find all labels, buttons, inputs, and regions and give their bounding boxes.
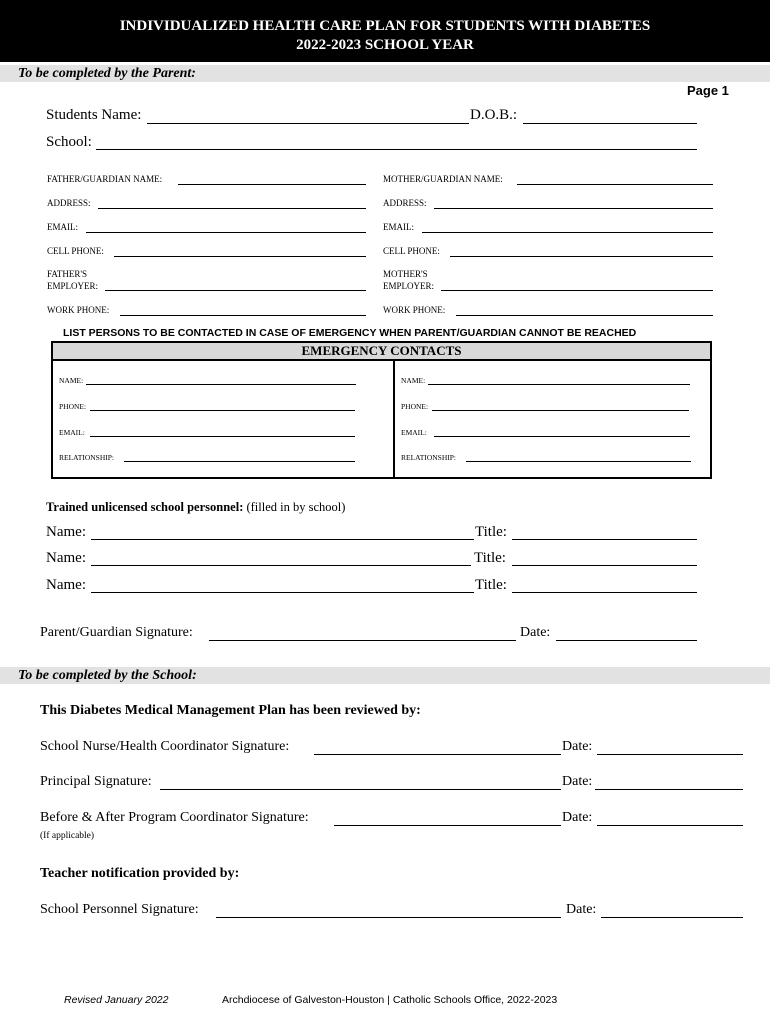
trained-title-field-3[interactable] [512, 592, 697, 593]
emergency2-relationship-label: RELATIONSHIP: [401, 453, 457, 462]
mother-work-field[interactable] [456, 315, 713, 316]
mother-address-field[interactable] [434, 208, 713, 209]
emergency-instruction: LIST PERSONS TO BE CONTACTED IN CASE OF EMERGENCY WHEN PARENT/GUARDIAN CANNOT BE REACHED [63, 327, 637, 339]
footer-revised: Revised January 2022 [64, 994, 169, 1006]
parent-date-label: Date: [520, 625, 551, 640]
father-name-label: FATHER/GUARDIAN NAME: [47, 174, 163, 184]
nurse-date-field[interactable] [597, 754, 743, 755]
emergency2-name-field[interactable] [428, 384, 690, 385]
form-header [0, 0, 770, 62]
father-cell-field[interactable] [114, 256, 366, 257]
emergency2-email-field[interactable] [434, 436, 690, 437]
trained-personnel-heading-bold: Trained unlicensed school personnel: [46, 500, 244, 514]
trained-title-label-2: Title: [474, 550, 506, 566]
program-coordinator-date-label: Date: [562, 810, 593, 825]
father-employer-label-line2: EMPLOYER: [47, 281, 99, 291]
principal-date-field[interactable] [595, 789, 743, 790]
trained-name-label-2: Name: [46, 550, 86, 566]
emergency1-name-field[interactable] [86, 384, 356, 385]
principal-signature-label: Principal Signature: [40, 774, 152, 789]
mother-name-label: MOTHER/GUARDIAN NAME: [383, 174, 503, 184]
emergency2-name-label: NAME: [401, 376, 426, 385]
parent-section-label: To be completed by the Parent: [18, 66, 196, 81]
school-personnel-signature-field[interactable] [216, 917, 561, 918]
form-school-year: 2022-2023 SCHOOL YEAR [296, 37, 474, 53]
parent-signature-field[interactable] [209, 640, 516, 641]
emergency-contacts-title: EMERGENCY CONTACTS [53, 343, 710, 361]
emergency2-relationship-field[interactable] [466, 461, 691, 462]
mother-employer-label-line1: MOTHER'S [383, 269, 428, 279]
footer-org: Archdiocese of Galveston-Houston | Catholic Schools Office, 2022-2023 [222, 994, 558, 1006]
if-applicable-note: (If applicable) [40, 831, 95, 841]
school-field[interactable] [96, 149, 697, 150]
emergency1-phone-label: PHONE: [59, 402, 87, 411]
nurse-signature-field[interactable] [314, 754, 561, 755]
program-coordinator-signature-label: Before & After Program Coordinator Signature: [40, 810, 309, 825]
program-coordinator-signature-field[interactable] [334, 825, 561, 826]
form-title: INDIVIDUALIZED HEALTH CARE PLAN FOR STUDENTS WITH DIABETES [119, 18, 651, 34]
school-personnel-signature-label: School Personnel Signature: [40, 902, 199, 917]
emergency1-email-field[interactable] [90, 436, 355, 437]
father-name-field[interactable] [178, 184, 366, 185]
reviewed-heading: This Diabetes Medical Management Plan has been reviewed by: [40, 703, 421, 718]
emergency2-phone-label: PHONE: [401, 402, 429, 411]
father-work-field[interactable] [120, 315, 366, 316]
program-coordinator-date-field[interactable] [597, 825, 743, 826]
dob-label: D.O.B.: [470, 107, 518, 123]
parent-date-field[interactable] [556, 640, 697, 641]
emergency2-email-label: EMAIL: [401, 428, 427, 437]
emergency1-name-label: NAME: [59, 376, 84, 385]
student-name-label: Students Name: [46, 107, 142, 123]
school-label: School: [46, 134, 92, 150]
trained-title-field-2[interactable] [512, 565, 697, 566]
father-address-field[interactable] [98, 208, 366, 209]
trained-name-label-3: Name: [46, 577, 86, 593]
mother-email-field[interactable] [422, 232, 713, 233]
trained-name-label-1: Name: [46, 524, 86, 540]
father-employer-field[interactable] [105, 290, 366, 291]
nurse-signature-label: School Nurse/Health Coordinator Signature: [40, 739, 290, 754]
emergency2-phone-field[interactable] [432, 410, 689, 411]
parent-signature-label: Parent/Guardian Signature: [40, 625, 193, 640]
mother-name-field[interactable] [517, 184, 713, 185]
mother-email-label: EMAIL: [383, 222, 414, 232]
dob-field[interactable] [523, 123, 697, 124]
father-email-field[interactable] [86, 232, 366, 233]
student-name-field[interactable] [147, 123, 469, 124]
trained-title-field-1[interactable] [512, 539, 697, 540]
father-employer-label [47, 268, 98, 292]
trained-personnel-note: (filled in by school) [246, 500, 346, 514]
mother-cell-label: CELL PHONE: [383, 246, 440, 256]
trained-title-label-1: Title: [475, 524, 507, 540]
trained-name-field-1[interactable] [91, 539, 474, 540]
trained-name-field-3[interactable] [91, 592, 474, 593]
mother-address-label: ADDRESS: [383, 198, 427, 208]
mother-cell-field[interactable] [450, 256, 713, 257]
school-section-bar [0, 667, 770, 684]
emergency1-relationship-field[interactable] [124, 461, 355, 462]
teacher-notification-heading: Teacher notification provided by: [40, 866, 240, 881]
emergency-divider [393, 361, 395, 479]
trained-title-label-3: Title: [475, 577, 507, 593]
principal-signature-field[interactable] [160, 789, 561, 790]
trained-personnel-heading [46, 500, 345, 515]
school-section-label: To be completed by the School: [18, 668, 197, 683]
mother-employer-label [383, 268, 434, 292]
parent-section-bar [0, 65, 770, 82]
father-cell-label: CELL PHONE: [47, 246, 104, 256]
page-number: Page 1 [687, 83, 729, 98]
father-work-label: WORK PHONE: [47, 305, 110, 315]
school-personnel-date-label: Date: [566, 902, 597, 917]
principal-date-label: Date: [562, 774, 593, 789]
trained-name-field-2[interactable] [91, 565, 471, 566]
father-address-label: ADDRESS: [47, 198, 91, 208]
school-personnel-date-field[interactable] [601, 917, 743, 918]
emergency1-relationship-label: RELATIONSHIP: [59, 453, 115, 462]
nurse-date-label: Date: [562, 739, 593, 754]
emergency1-phone-field[interactable] [90, 410, 355, 411]
father-email-label: EMAIL: [47, 222, 78, 232]
mother-work-label: WORK PHONE: [383, 305, 446, 315]
father-employer-label-line1: FATHER'S [47, 269, 87, 279]
mother-employer-field[interactable] [441, 290, 713, 291]
emergency1-email-label: EMAIL: [59, 428, 85, 437]
mother-employer-label-line2: EMPLOYER: [383, 281, 435, 291]
